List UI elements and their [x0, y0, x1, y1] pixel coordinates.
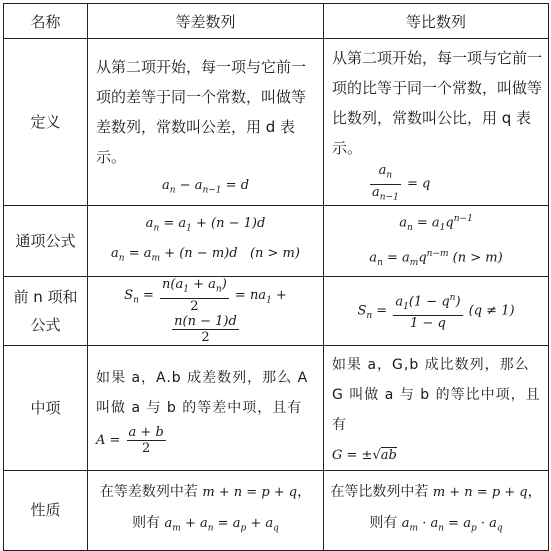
middle-term-label: 中项	[4, 345, 88, 470]
middle-term-arithmetic-cell	[88, 345, 324, 470]
definition-geometric-formula: $\frac{a_n}{a_{n-1}}$ = q	[372, 163, 431, 203]
property-geo-line2-prefix: 则有	[369, 514, 398, 531]
general-term-geometric: $a_n = a_1q^{n-1}$ $a_n = a_mq^{n-m}$ (n > m)	[324, 206, 549, 277]
header-geometric: 等比数列	[324, 4, 549, 39]
middle-term-geometric-text: 如果 a，G,b 成比数列，那么 G 叫做 a 与 b 的等比中项，且有	[332, 356, 541, 433]
sum-label-line1: 前 n 项和	[13, 287, 78, 306]
header-name: 名称	[4, 4, 88, 39]
definition-label: 定义	[4, 39, 88, 206]
sum-label	[4, 277, 88, 346]
general-term-label: 通项公式	[4, 206, 88, 277]
middle-term-geometric-formula: G = ±√ab	[332, 447, 397, 463]
property-label: 性质	[4, 470, 88, 550]
sequence-comparison-table	[3, 3, 549, 551]
middle-term-arithmetic-text: 如果 a，A.b 成差数列，那么 A 叫做 a 与 b 的等差中项，且有	[96, 370, 309, 417]
middle-term-geometric-cell	[324, 345, 549, 470]
middle-term-row	[4, 345, 549, 470]
property-arith-line2-prefix: 则有	[132, 514, 161, 531]
general-term-arithmetic: $a_n = a_1 + (n - 1)d$ $a_n = a_m + (n - m)d$ (n > m)	[88, 206, 324, 277]
property-row	[4, 470, 549, 550]
definition-arithmetic-cell	[88, 39, 324, 206]
property-arithmetic-cell: 在等差数列中若 m + n = p + q， 则有 $a_m + a_n = a_p + a_q$	[88, 470, 324, 550]
middle-term-arithmetic-formula: A = $\frac{a + b}{2}$	[96, 425, 164, 457]
header-arithmetic: 等差数列	[88, 4, 324, 39]
sum-row	[4, 277, 549, 346]
general-arith-condition: (n > m)	[249, 246, 300, 262]
sum-geometric-formula: $S_n$ = $\frac{a_1(1 - q^n)}{1 - q}$ (q ≠ 1)	[324, 277, 549, 346]
definition-geometric-cell	[324, 39, 549, 206]
definition-arithmetic-formula: $a_n - a_{n-1} = d$	[161, 178, 250, 196]
sum-geo-condition: (q ≠ 1)	[468, 303, 515, 319]
sum-arithmetic-formula: $S_n$ = $\frac{n(a_1 + a_n)}{2}$ = $na_1$ + $\frac{n(n - 1)d}{2}$	[88, 277, 324, 346]
definition-arithmetic-text: 从第二项开始，每一项与它前一项的差等于同一个常数，叫做等差数列，常数叫公差，用 d 表示。	[96, 58, 307, 167]
general-term-row	[4, 206, 549, 277]
sum-label-line2: 公式	[30, 315, 61, 334]
header-row	[4, 4, 549, 39]
property-geo-line1: 在等比数列中若	[330, 483, 429, 500]
definition-geometric-text: 从第二项开始，每一项与它前一项的比等于同一个常数，叫做等比数列，常数叫公比，用 q 表示。	[332, 49, 543, 157]
definition-row	[4, 39, 549, 206]
property-geometric-cell: 在等比数列中若 m + n = p + q， 则有 $a_m \cdot a_n = a_p \cdot a_q$	[324, 470, 549, 550]
general-geo-condition: (n > m)	[452, 250, 503, 266]
property-arith-line1: 在等差数列中若	[99, 483, 198, 500]
